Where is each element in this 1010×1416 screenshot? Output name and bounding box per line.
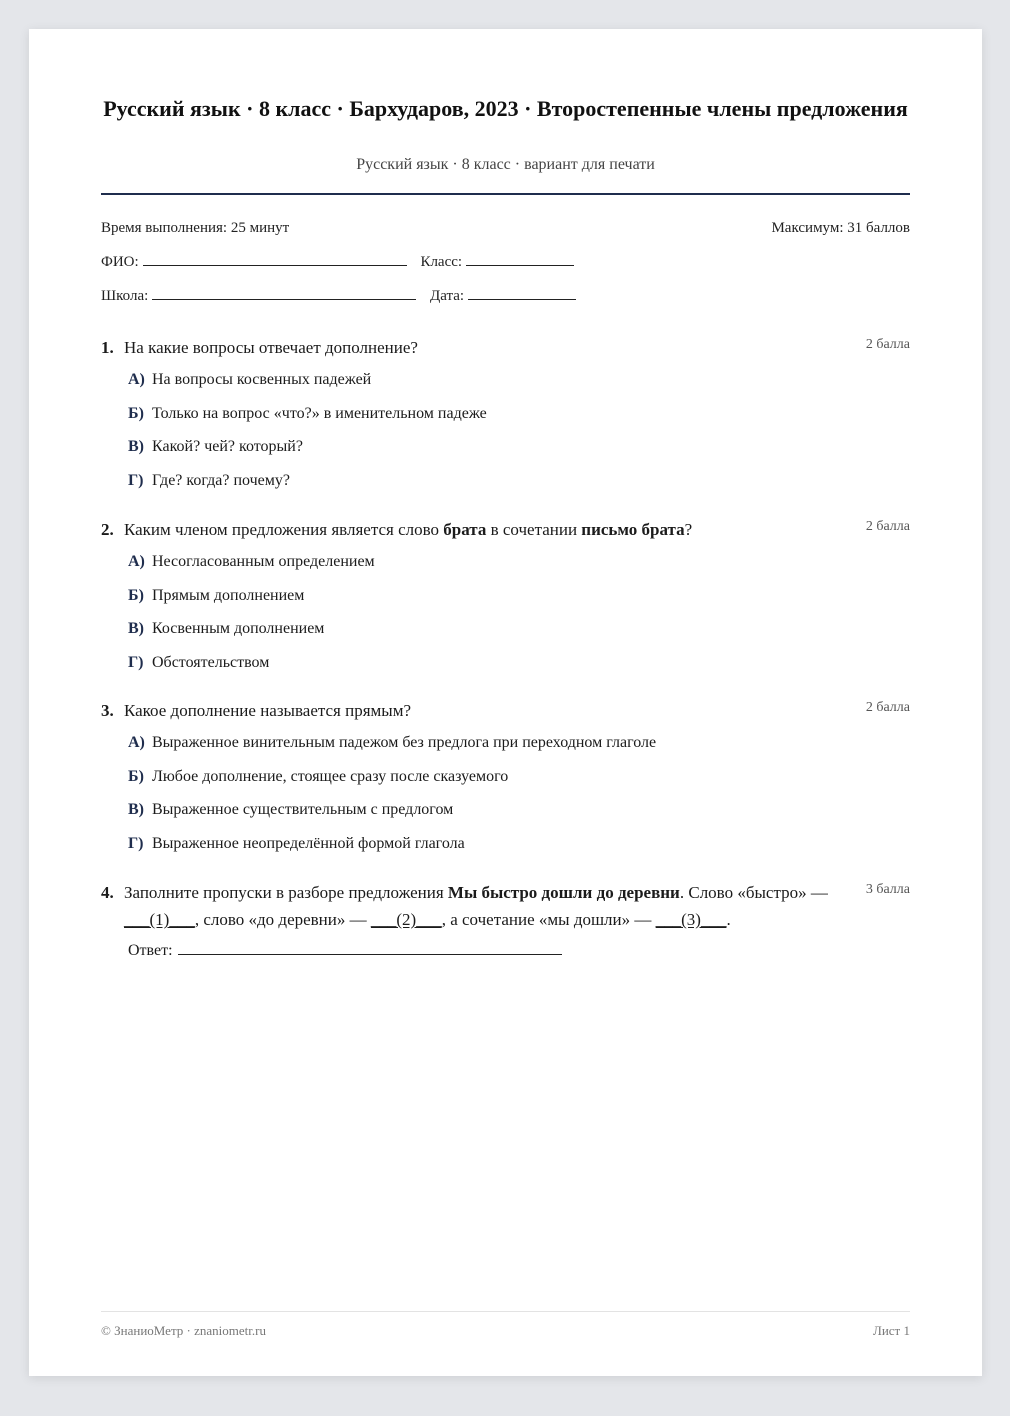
options-list xyxy=(101,733,910,867)
option-letter: Г) xyxy=(128,471,144,489)
option-text: Где? когда? почему? xyxy=(152,471,290,489)
question-4 xyxy=(101,879,910,960)
option-letter: Б) xyxy=(128,767,144,785)
option-g[interactable] xyxy=(101,653,910,687)
question-prompt-part: . Слово «быстро» — xyxy=(679,883,828,902)
option-letter: А) xyxy=(128,734,145,751)
option-letter: А) xyxy=(128,371,145,388)
option-a[interactable] xyxy=(101,552,910,586)
blank-3[interactable]: ___(3)___ xyxy=(655,910,727,929)
option-text: Выраженное существительным с предлогом xyxy=(152,801,454,818)
page-title: Русский язык · 8 класс · Бархударов, 2023 · Второстепенные члены предложения xyxy=(103,96,908,121)
school-date-row xyxy=(101,287,576,305)
option-g[interactable] xyxy=(101,834,910,868)
question-points: 3 балла xyxy=(865,882,910,897)
question-4-text xyxy=(101,879,910,933)
question-prompt-part: в сочетании xyxy=(486,520,582,539)
question-points: 2 балла xyxy=(865,519,910,534)
question-number: 1. xyxy=(101,338,114,357)
option-text: На вопросы косвенных падежей xyxy=(152,371,372,388)
question-2-text xyxy=(101,516,910,543)
question-3-text xyxy=(101,697,910,724)
fio-input-line[interactable] xyxy=(143,253,407,266)
option-text: Только на вопрос «что?» в именительном падеже xyxy=(152,404,487,422)
school-label: Школа: xyxy=(101,288,149,304)
option-text: Прямым дополнением xyxy=(152,586,305,604)
question-prompt-part: Заполните пропуски в разборе предложения xyxy=(124,883,448,902)
question-number: 3. xyxy=(101,701,114,720)
page-content xyxy=(101,29,910,1376)
question-3 xyxy=(101,697,910,867)
question-prompt-part: ? xyxy=(684,520,693,539)
option-text: Выраженное винительным падежом без предлога при переходном глаголе xyxy=(152,734,657,751)
worksheet-page xyxy=(29,29,982,1376)
question-prompt-part: Каким членом предложения является слово xyxy=(124,520,444,539)
question-emphasis: Мы быстро дошли до деревни xyxy=(447,883,680,902)
time-limit: Время выполнения: 25 минут xyxy=(101,220,290,236)
answer-label: Ответ: xyxy=(128,942,173,959)
question-2 xyxy=(101,516,910,686)
header-divider xyxy=(101,193,910,195)
option-v[interactable] xyxy=(101,800,910,834)
option-text: Несогласованным определением xyxy=(152,553,375,570)
page-number: Лист 1 xyxy=(873,1323,910,1338)
option-text: Какой? чей? который? xyxy=(152,438,303,455)
question-1-text xyxy=(101,334,910,361)
option-letter: В) xyxy=(128,438,144,455)
class-input-line[interactable] xyxy=(466,253,574,266)
fio-label: ФИО: xyxy=(101,254,139,270)
option-g[interactable] xyxy=(101,471,910,505)
question-number: 2. xyxy=(101,520,114,539)
question-prompt: Какое дополнение называется прямым? xyxy=(124,701,412,720)
max-score: Максимум: 31 баллов xyxy=(771,220,910,236)
options-list xyxy=(101,552,910,686)
answer-input-line[interactable] xyxy=(178,942,562,955)
meta-row xyxy=(101,220,910,237)
option-a[interactable] xyxy=(101,733,910,767)
option-v[interactable] xyxy=(101,619,910,653)
answer-row xyxy=(128,942,910,960)
question-prompt: На какие вопросы отвечает дополнение? xyxy=(124,338,418,357)
footer-copyright: © ЗнаниоМетр · znaniometr.ru xyxy=(101,1323,266,1338)
footer-divider xyxy=(101,1311,910,1312)
question-emphasis: брата xyxy=(443,520,487,539)
blank-2[interactable]: ___(2)___ xyxy=(370,910,442,929)
options-list xyxy=(101,370,910,504)
question-points: 2 балла xyxy=(865,337,910,352)
option-b[interactable] xyxy=(101,404,910,438)
question-prompt-part: , слово «до деревни» — xyxy=(194,910,371,929)
school-input-line[interactable] xyxy=(152,287,416,300)
page-subtitle: Русский язык · 8 класс · вариант для печати xyxy=(356,156,655,173)
question-1 xyxy=(101,334,910,504)
class-label: Класс: xyxy=(420,254,463,270)
option-letter: Г) xyxy=(128,653,144,671)
option-letter: В) xyxy=(128,620,144,637)
option-b[interactable] xyxy=(101,586,910,620)
option-letter: Г) xyxy=(128,834,144,852)
question-emphasis: письмо брата xyxy=(581,520,685,539)
blank-1[interactable]: ___(1)___ xyxy=(124,910,195,929)
option-text: Косвенным дополнением xyxy=(152,620,325,637)
question-prompt-part: , а сочетание «мы дошли» — xyxy=(441,910,656,929)
option-letter: Б) xyxy=(128,404,144,422)
option-text: Обстоятельством xyxy=(152,653,270,671)
page-footer xyxy=(101,1323,910,1339)
question-prompt-part: . xyxy=(726,910,731,929)
option-letter: Б) xyxy=(128,586,144,604)
fio-class-row xyxy=(101,253,574,271)
question-points: 2 балла xyxy=(865,700,910,715)
option-b[interactable] xyxy=(101,767,910,801)
option-v[interactable] xyxy=(101,437,910,471)
date-input-line[interactable] xyxy=(468,287,576,300)
option-letter: В) xyxy=(128,801,144,818)
date-label: Дата: xyxy=(430,288,465,304)
option-text: Выраженное неопределённой формой глагола xyxy=(152,834,465,852)
question-number: 4. xyxy=(101,883,114,902)
option-a[interactable] xyxy=(101,370,910,404)
option-text: Любое дополнение, стоящее сразу после сказуемого xyxy=(152,767,509,785)
option-letter: А) xyxy=(128,553,145,570)
